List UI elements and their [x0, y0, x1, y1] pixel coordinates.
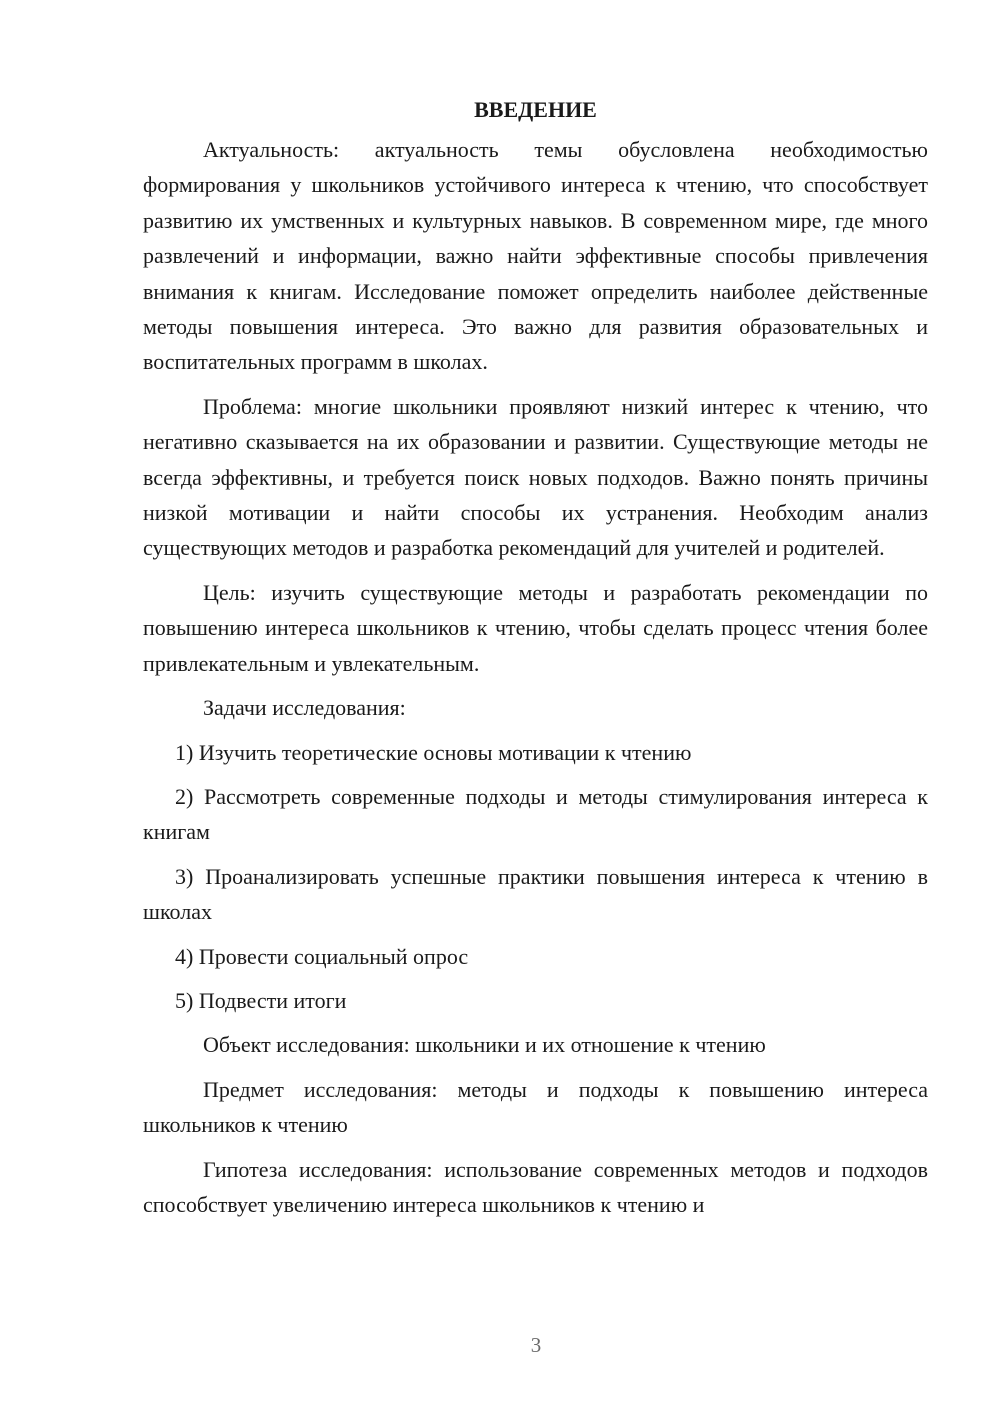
tasks-title: Задачи исследования: — [203, 695, 406, 721]
paragraph-goal: Цель: изучить существующие методы и разработать рекомендации по повышению интереса школьников к чтению, чтобы сделать процесс чтения более привлекательным и увлекательным. — [143, 579, 928, 676]
paragraph-hypothesis: Гипотеза исследования: использование современных методов и подходов способствует увеличению интереса школьников к чтению и — [143, 1156, 928, 1217]
tasks-list — [143, 735, 928, 1019]
task-item-1: 1) Изучить теоретические основы мотивации к чтению — [175, 739, 692, 765]
section-heading: ВВЕДЕНИЕ — [474, 97, 597, 122]
paragraph-object: Объект исследования: школьники и их отношение к чтению — [203, 1032, 766, 1058]
page-number: 3 — [530, 1333, 542, 1357]
paragraph-problem: Проблема: многие школьники проявляют низкий интерес к чтению, что негативно сказывается на их образовании и развитии. Существующие методы не всегда эффективны, и требуется поиск новых подходов. Важно понять причины низкой мотивации и найти способы их устранения. Необходим анализ существующих методов и разработка рекомендаций для учителей и родителей. — [143, 393, 928, 561]
task-item-4: 4) Провести социальный опрос — [175, 943, 469, 969]
task-item-3: 3) Проанализировать успешные практики повышения интереса к чтению в школах — [143, 863, 928, 925]
document-page — [143, 92, 928, 1231]
task-item-2: 2) Рассмотреть современные подходы и методы стимулирования интереса к книгам — [143, 783, 928, 845]
paragraph-relevance: Актуальность: актуальность темы обусловлена необходимостью формирования у школьников устойчивого интереса к чтению, что способствует развитию их умственных и культурных навыков. В современном мире, где много развлечений и информации, важно найти эффективные способы привлечения внимания к книгам. Исследование поможет определить наиболее действенные методы повышения интереса. Это важно для развития образовательных и воспитательных программ в школах. — [143, 137, 928, 375]
task-item-5: 5) Подвести итоги — [175, 987, 347, 1013]
paragraph-subject: Предмет исследования: методы и подходы к повышению интереса школьников к чтению — [143, 1076, 928, 1138]
